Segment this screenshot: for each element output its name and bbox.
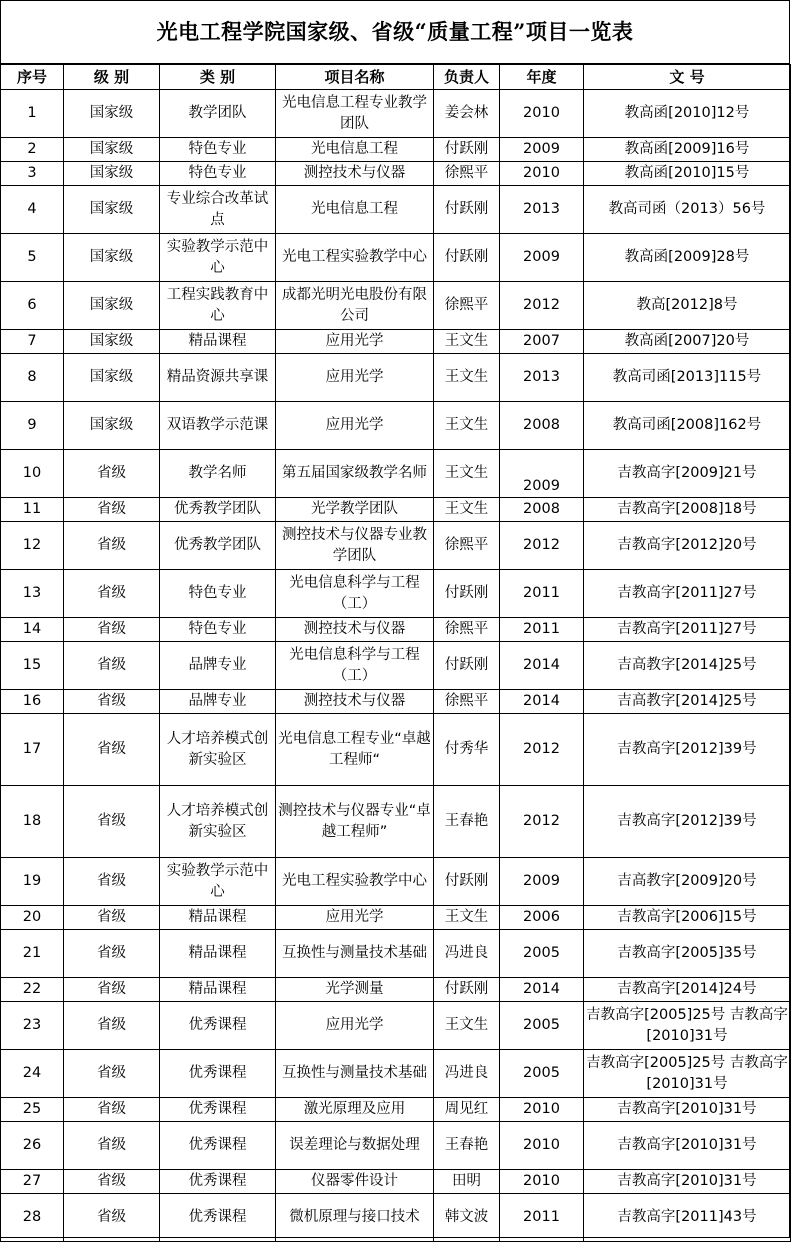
- cell-doc-number: 教高司函（2013）56号: [584, 186, 791, 234]
- cell-category: 特色专业: [160, 138, 276, 162]
- table-row: [1, 498, 791, 522]
- cell-category: 精品课程: [160, 978, 276, 1002]
- cell-doc-number: 吉教高字[2005]25号 吉教高字[2010]31号: [584, 1050, 791, 1098]
- cell-level: 国家级: [64, 138, 160, 162]
- table-row: [1, 522, 791, 570]
- cell-no: 3: [1, 162, 64, 186]
- cell-category: 实验教学示范中心: [160, 234, 276, 282]
- cell-leader: 王文生: [434, 450, 500, 498]
- header-year: 年度: [500, 65, 584, 90]
- page-title: 光电工程学院国家级、省级“质量工程”项目一览表: [1, 1, 789, 64]
- cell-doc-number: 吉教高字[2009]21号: [584, 450, 791, 498]
- cell-doc-number: 吉教高字[2011]27号: [584, 570, 791, 618]
- cell-leader: 付跃刚: [434, 858, 500, 906]
- header-no: 序号: [1, 65, 64, 90]
- cell-doc-number: 教高函[2010]12号: [584, 90, 791, 138]
- cell-level: 省级: [64, 1170, 160, 1194]
- table-row: [1, 402, 791, 450]
- cell-no: 20: [1, 906, 64, 930]
- cell-level: 省级: [64, 690, 160, 714]
- cell-level: 省级: [64, 714, 160, 786]
- table-row: [1, 1194, 791, 1242]
- cell-doc-number: 吉教高字[2010]31号: [584, 1098, 791, 1122]
- cell-year: 2010: [500, 90, 584, 138]
- cell-year: 2010: [500, 1098, 584, 1122]
- cell-year: 2011: [500, 618, 584, 642]
- table-row: [1, 570, 791, 618]
- cell-year: 2009: [500, 234, 584, 282]
- cell-category: 优秀课程: [160, 1194, 276, 1242]
- cell-no: 27: [1, 1170, 64, 1194]
- cell-level: 省级: [64, 930, 160, 978]
- cell-leader: 王文生: [434, 330, 500, 354]
- cell-no: 19: [1, 858, 64, 906]
- cell-leader: 付跃刚: [434, 234, 500, 282]
- cell-category: 人才培养模式创新实验区: [160, 786, 276, 858]
- cell-doc-number: 吉教高字[2008]18号: [584, 498, 791, 522]
- cell-doc-number: 吉教高字[2012]20号: [584, 522, 791, 570]
- cell-project-name: 应用光学: [276, 402, 434, 450]
- cell-level: 省级: [64, 858, 160, 906]
- cell-level: 省级: [64, 450, 160, 498]
- cell-category: 精品课程: [160, 930, 276, 978]
- cell-level: 省级: [64, 498, 160, 522]
- cell-leader: 王春艳: [434, 1122, 500, 1170]
- cell-no: 21: [1, 930, 64, 978]
- cell-doc-number: 吉教高字[2011]27号: [584, 618, 791, 642]
- cell-level: 省级: [64, 618, 160, 642]
- cell-project-name: 互换性与测量技术基础: [276, 930, 434, 978]
- cell-no: 14: [1, 618, 64, 642]
- table-row: [1, 786, 791, 858]
- cell-doc-number: 吉教高字[2012]39号: [584, 786, 791, 858]
- cell-project-name: 光学测量: [276, 978, 434, 1002]
- cell-year: 2012: [500, 522, 584, 570]
- cell-project-name: 应用光学: [276, 906, 434, 930]
- cell-doc-number: 教高函[2010]15号: [584, 162, 791, 186]
- cell-project-name: 应用光学: [276, 330, 434, 354]
- cell-leader: 田明: [434, 1170, 500, 1194]
- cell-no: 4: [1, 186, 64, 234]
- cell-category: 特色专业: [160, 570, 276, 618]
- cell-level: 省级: [64, 1194, 160, 1242]
- table-row: [1, 234, 791, 282]
- cell-level: 省级: [64, 1098, 160, 1122]
- cell-category: 实验教学示范中心: [160, 858, 276, 906]
- table-row: [1, 642, 791, 690]
- cell-no: 10: [1, 450, 64, 498]
- cell-no: 17: [1, 714, 64, 786]
- table-row: [1, 1122, 791, 1170]
- cell-leader: 付跃刚: [434, 978, 500, 1002]
- cell-doc-number: 吉教高字[2005]35号: [584, 930, 791, 978]
- cell-year: 2014: [500, 690, 584, 714]
- cell-year: 2012: [500, 786, 584, 858]
- cell-leader: 周见红: [434, 1098, 500, 1122]
- cell-doc-number: 教高[2012]8号: [584, 282, 791, 330]
- cell-project-name: 仪器零件设计: [276, 1170, 434, 1194]
- cell-leader: 付跃刚: [434, 138, 500, 162]
- cell-level: 国家级: [64, 234, 160, 282]
- cell-project-name: 激光原理及应用: [276, 1098, 434, 1122]
- cell-project-name: 成都光明光电股份有限公司: [276, 282, 434, 330]
- cell-category: 精品课程: [160, 906, 276, 930]
- cell-year: 2009: [500, 858, 584, 906]
- cell-doc-number: 吉高教字[2009]20号: [584, 858, 791, 906]
- cell-leader: 冯进良: [434, 930, 500, 978]
- cell-category: 双语教学示范课: [160, 402, 276, 450]
- cell-category: 优秀教学团队: [160, 522, 276, 570]
- cell-leader: 徐熙平: [434, 282, 500, 330]
- cell-project-name: 光电工程实验教学中心: [276, 858, 434, 906]
- cell-leader: 徐熙平: [434, 162, 500, 186]
- cell-project-name: 微机原理与接口技术: [276, 1194, 434, 1242]
- cell-leader: 冯进良: [434, 1050, 500, 1098]
- cell-category: 优秀课程: [160, 1122, 276, 1170]
- cell-project-name: 误差理论与数据处理: [276, 1122, 434, 1170]
- cell-doc-number: 吉教高字[2006]15号: [584, 906, 791, 930]
- cell-category: 优秀教学团队: [160, 498, 276, 522]
- cell-category: 优秀课程: [160, 1050, 276, 1098]
- cell-no: 15: [1, 642, 64, 690]
- cell-leader: 韩文波: [434, 1194, 500, 1242]
- cell-no: 26: [1, 1122, 64, 1170]
- table-row: [1, 186, 791, 234]
- cell-category: 特色专业: [160, 162, 276, 186]
- cell-level: 国家级: [64, 162, 160, 186]
- cell-category: 优秀课程: [160, 1170, 276, 1194]
- cell-no: 24: [1, 1050, 64, 1098]
- cell-leader: 王文生: [434, 498, 500, 522]
- header-row: [1, 65, 791, 90]
- cell-leader: 徐熙平: [434, 618, 500, 642]
- table-row: [1, 1002, 791, 1050]
- cell-year: 2008: [500, 498, 584, 522]
- cell-year: 2006: [500, 906, 584, 930]
- cell-doc-number: 吉教高字[2012]39号: [584, 714, 791, 786]
- cell-category: 品牌专业: [160, 642, 276, 690]
- cell-project-name: 测控技术与仪器: [276, 618, 434, 642]
- cell-leader: 姜会林: [434, 90, 500, 138]
- cell-no: 18: [1, 786, 64, 858]
- cell-no: 22: [1, 978, 64, 1002]
- cell-year: 2014: [500, 642, 584, 690]
- cell-category: 优秀课程: [160, 1002, 276, 1050]
- cell-no: 13: [1, 570, 64, 618]
- cell-level: 省级: [64, 1002, 160, 1050]
- cell-doc-number: 吉教高字[2010]31号: [584, 1170, 791, 1194]
- cell-leader: 王春艳: [434, 786, 500, 858]
- table-row: [1, 282, 791, 330]
- cell-category: 工程实践教育中心: [160, 282, 276, 330]
- cell-year: 2014: [500, 978, 584, 1002]
- cell-no: 5: [1, 234, 64, 282]
- cell-category: 人才培养模式创新实验区: [160, 714, 276, 786]
- cell-no: 9: [1, 402, 64, 450]
- cell-leader: 王文生: [434, 402, 500, 450]
- cell-no: 6: [1, 282, 64, 330]
- cell-year: 2005: [500, 930, 584, 978]
- cell-doc-number: 教高司函[2013]115号: [584, 354, 791, 402]
- cell-level: 省级: [64, 642, 160, 690]
- cell-year: 2013: [500, 186, 584, 234]
- table-row: [1, 618, 791, 642]
- cell-year: 2005: [500, 1002, 584, 1050]
- cell-year: 2008: [500, 402, 584, 450]
- table-body: [1, 90, 791, 1242]
- cell-level: 省级: [64, 1122, 160, 1170]
- table-row: [1, 90, 791, 138]
- cell-category: 品牌专业: [160, 690, 276, 714]
- cell-leader: 徐熙平: [434, 522, 500, 570]
- cell-year: 2009: [500, 450, 584, 498]
- cell-leader: 王文生: [434, 1002, 500, 1050]
- cell-doc-number: 吉教高字[2010]31号: [584, 1122, 791, 1170]
- table-row: [1, 1170, 791, 1194]
- cell-year: 2005: [500, 1050, 584, 1098]
- cell-doc-number: 吉高教字[2014]25号: [584, 690, 791, 714]
- cell-year: 2010: [500, 1170, 584, 1194]
- cell-year: 2012: [500, 282, 584, 330]
- cell-no: 8: [1, 354, 64, 402]
- cell-year: 2011: [500, 570, 584, 618]
- cell-level: 省级: [64, 522, 160, 570]
- cell-no: 25: [1, 1098, 64, 1122]
- cell-project-name: 测控技术与仪器专业“卓越工程师”: [276, 786, 434, 858]
- cell-no: 2: [1, 138, 64, 162]
- cell-project-name: 应用光学: [276, 354, 434, 402]
- cell-year: 2010: [500, 1122, 584, 1170]
- cell-project-name: 测控技术与仪器专业教学团队: [276, 522, 434, 570]
- header-project-name: 项目名称: [276, 65, 434, 90]
- cell-doc-number: 吉高教字[2014]25号: [584, 642, 791, 690]
- cell-level: 国家级: [64, 354, 160, 402]
- cell-no: 23: [1, 1002, 64, 1050]
- cell-category: 精品课程: [160, 330, 276, 354]
- cell-no: 7: [1, 330, 64, 354]
- cell-level: 省级: [64, 570, 160, 618]
- cell-doc-number: 吉教高字[2011]43号: [584, 1194, 791, 1242]
- cell-project-name: 光电信息科学与工程（工）: [276, 642, 434, 690]
- cell-year: 2010: [500, 162, 584, 186]
- cell-level: 省级: [64, 978, 160, 1002]
- table-row: [1, 690, 791, 714]
- cell-doc-number: 教高函[2007]20号: [584, 330, 791, 354]
- header-level: 级 别: [64, 65, 160, 90]
- cell-project-name: 应用光学: [276, 1002, 434, 1050]
- cell-project-name: 光电工程实验教学中心: [276, 234, 434, 282]
- cell-project-name: 光电信息工程: [276, 138, 434, 162]
- cell-leader: 付跃刚: [434, 570, 500, 618]
- table-row: [1, 858, 791, 906]
- cell-no: 16: [1, 690, 64, 714]
- cell-level: 省级: [64, 1050, 160, 1098]
- cell-leader: 王文生: [434, 906, 500, 930]
- cell-level: 国家级: [64, 330, 160, 354]
- cell-year: 2013: [500, 354, 584, 402]
- table-row: [1, 1050, 791, 1098]
- table-row: [1, 450, 791, 498]
- cell-year: 2009: [500, 138, 584, 162]
- cell-project-name: 光电信息工程专业“卓越工程师“: [276, 714, 434, 786]
- cell-project-name: 互换性与测量技术基础: [276, 1050, 434, 1098]
- cell-level: 国家级: [64, 282, 160, 330]
- cell-category: 专业综合改革试点: [160, 186, 276, 234]
- header-leader: 负责人: [434, 65, 500, 90]
- table-row: [1, 930, 791, 978]
- cell-level: 省级: [64, 786, 160, 858]
- cell-year: 2012: [500, 714, 584, 786]
- cell-category: 优秀课程: [160, 1098, 276, 1122]
- table-row: [1, 162, 791, 186]
- cell-leader: 付秀华: [434, 714, 500, 786]
- cell-leader: 王文生: [434, 354, 500, 402]
- cell-doc-number: 教高司函[2008]162号: [584, 402, 791, 450]
- table-row: [1, 330, 791, 354]
- cell-category: 教学名师: [160, 450, 276, 498]
- cell-level: 国家级: [64, 402, 160, 450]
- cell-doc-number: 吉教高字[2014]24号: [584, 978, 791, 1002]
- cell-year: 2011: [500, 1194, 584, 1242]
- cell-doc-number: 教高函[2009]16号: [584, 138, 791, 162]
- cell-project-name: 测控技术与仪器: [276, 162, 434, 186]
- cell-category: 精品资源共享课: [160, 354, 276, 402]
- table-row: [1, 1098, 791, 1122]
- cell-no: 12: [1, 522, 64, 570]
- cell-year: 2007: [500, 330, 584, 354]
- cell-level: 国家级: [64, 186, 160, 234]
- cell-level: 省级: [64, 906, 160, 930]
- cell-project-name: 光学教学团队: [276, 498, 434, 522]
- cell-category: 教学团队: [160, 90, 276, 138]
- table-row: [1, 906, 791, 930]
- header-category: 类 别: [160, 65, 276, 90]
- project-table: [0, 64, 791, 1242]
- table-row: [1, 978, 791, 1002]
- cell-project-name: 光电信息工程: [276, 186, 434, 234]
- cell-project-name: 光电信息工程专业教学团队: [276, 90, 434, 138]
- cell-no: 28: [1, 1194, 64, 1242]
- cell-no: 11: [1, 498, 64, 522]
- cell-doc-number: 吉教高字[2005]25号 吉教高字[2010]31号: [584, 1002, 791, 1050]
- table-row: [1, 714, 791, 786]
- cell-doc-number: 教高函[2009]28号: [584, 234, 791, 282]
- cell-leader: 付跃刚: [434, 186, 500, 234]
- cell-project-name: 光电信息科学与工程（工）: [276, 570, 434, 618]
- cell-no: 1: [1, 90, 64, 138]
- header-doc-number: 文 号: [584, 65, 791, 90]
- cell-level: 国家级: [64, 90, 160, 138]
- table-row: [1, 354, 791, 402]
- cell-project-name: 第五届国家级教学名师: [276, 450, 434, 498]
- cell-project-name: 测控技术与仪器: [276, 690, 434, 714]
- cell-leader: 付跃刚: [434, 642, 500, 690]
- cell-leader: 徐熙平: [434, 690, 500, 714]
- table-row: [1, 138, 791, 162]
- cell-category: 特色专业: [160, 618, 276, 642]
